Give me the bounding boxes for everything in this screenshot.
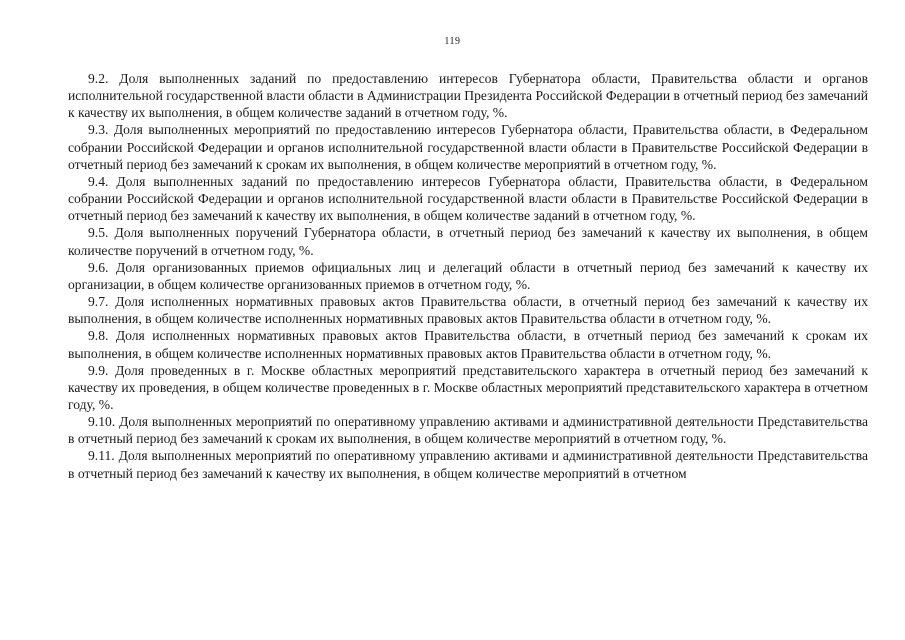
paragraph-9-3: 9.3. Доля выполненных мероприятий по предоставлению интересов Губернатора области, Правительства области, в Федеральном собрании Российской Федерации и органов исполнительной государственной власти области в Правительстве Российской Федерации в отчетный период без замечаний к срокам их выполнения, в общем количестве мероприятий в отчетном году, %. <box>68 122 868 172</box>
paragraph-9-6: 9.6. Доля организованных приемов официальных лиц и делегаций области в отчетный период без замечаний к качеству их организации, в общем количестве организованных приемов в отчетном году, %. <box>68 259 868 292</box>
paragraph-9-11: 9.11. Доля выполненных мероприятий по оперативному управлению активами и административной деятельности Представительства в отчетный период без замечаний к качеству их выполнения, в общем количестве мероприятий в отчетном <box>68 448 868 481</box>
paragraph-9-9: 9.9. Доля проведенных в г. Москве областных мероприятий представительского характера в отчетный период без замечаний к качеству их проведения, в общем количестве проведенных в г. Москве областных мероприятий представительского характера в отчетном году, %. <box>68 362 868 412</box>
paragraph-9-10: 9.10. Доля выполненных мероприятий по оперативному управлению активами и административной деятельности Представительства в отчетный период без замечаний к срокам их выполнения, в общем количестве мероприятий в отчетном году, %. <box>68 414 868 447</box>
paragraph-9-7: 9.7. Доля исполненных нормативных правовых актов Правительства области, в отчетный период без замечаний к качеству их выполнения, в общем количестве исполненных нормативных правовых актов Правительства области в отчетном году, %. <box>68 294 868 327</box>
paragraph-9-8: 9.8. Доля исполненных нормативных правовых актов Правительства области, в отчетный период без замечаний к срокам их выполнения, в общем количестве исполненных нормативных правовых актов Правительства области в отчетном году, %. <box>68 328 868 361</box>
paragraph-9-2: 9.2. Доля выполненных заданий по предоставлению интересов Губернатора области, Правительства области и органов исполнительной государственной власти области в Администрации Президента Российской Федерации в отчетный период без замечаний к качеству их выполнения, в общем количестве заданий в отчетном году, %. <box>68 71 868 121</box>
page-number: 119 <box>444 36 461 47</box>
paragraph-9-5: 9.5. Доля выполненных поручений Губернатора области, в отчетный период без замечаний к качеству их выполнения, в общем количестве поручений в отчетном году, %. <box>68 225 868 258</box>
paragraph-9-4: 9.4. Доля выполненных заданий по предоставлению интересов Губернатора области, Правительства области, в Федеральном собрании Российской Федерации и органов исполнительной государственной власти области в Правительстве Российской Федерации в отчетный период без замечаний к качеству их выполнения, в общем количестве заданий в отчетном году, %. <box>68 173 868 224</box>
document-body <box>68 70 868 482</box>
